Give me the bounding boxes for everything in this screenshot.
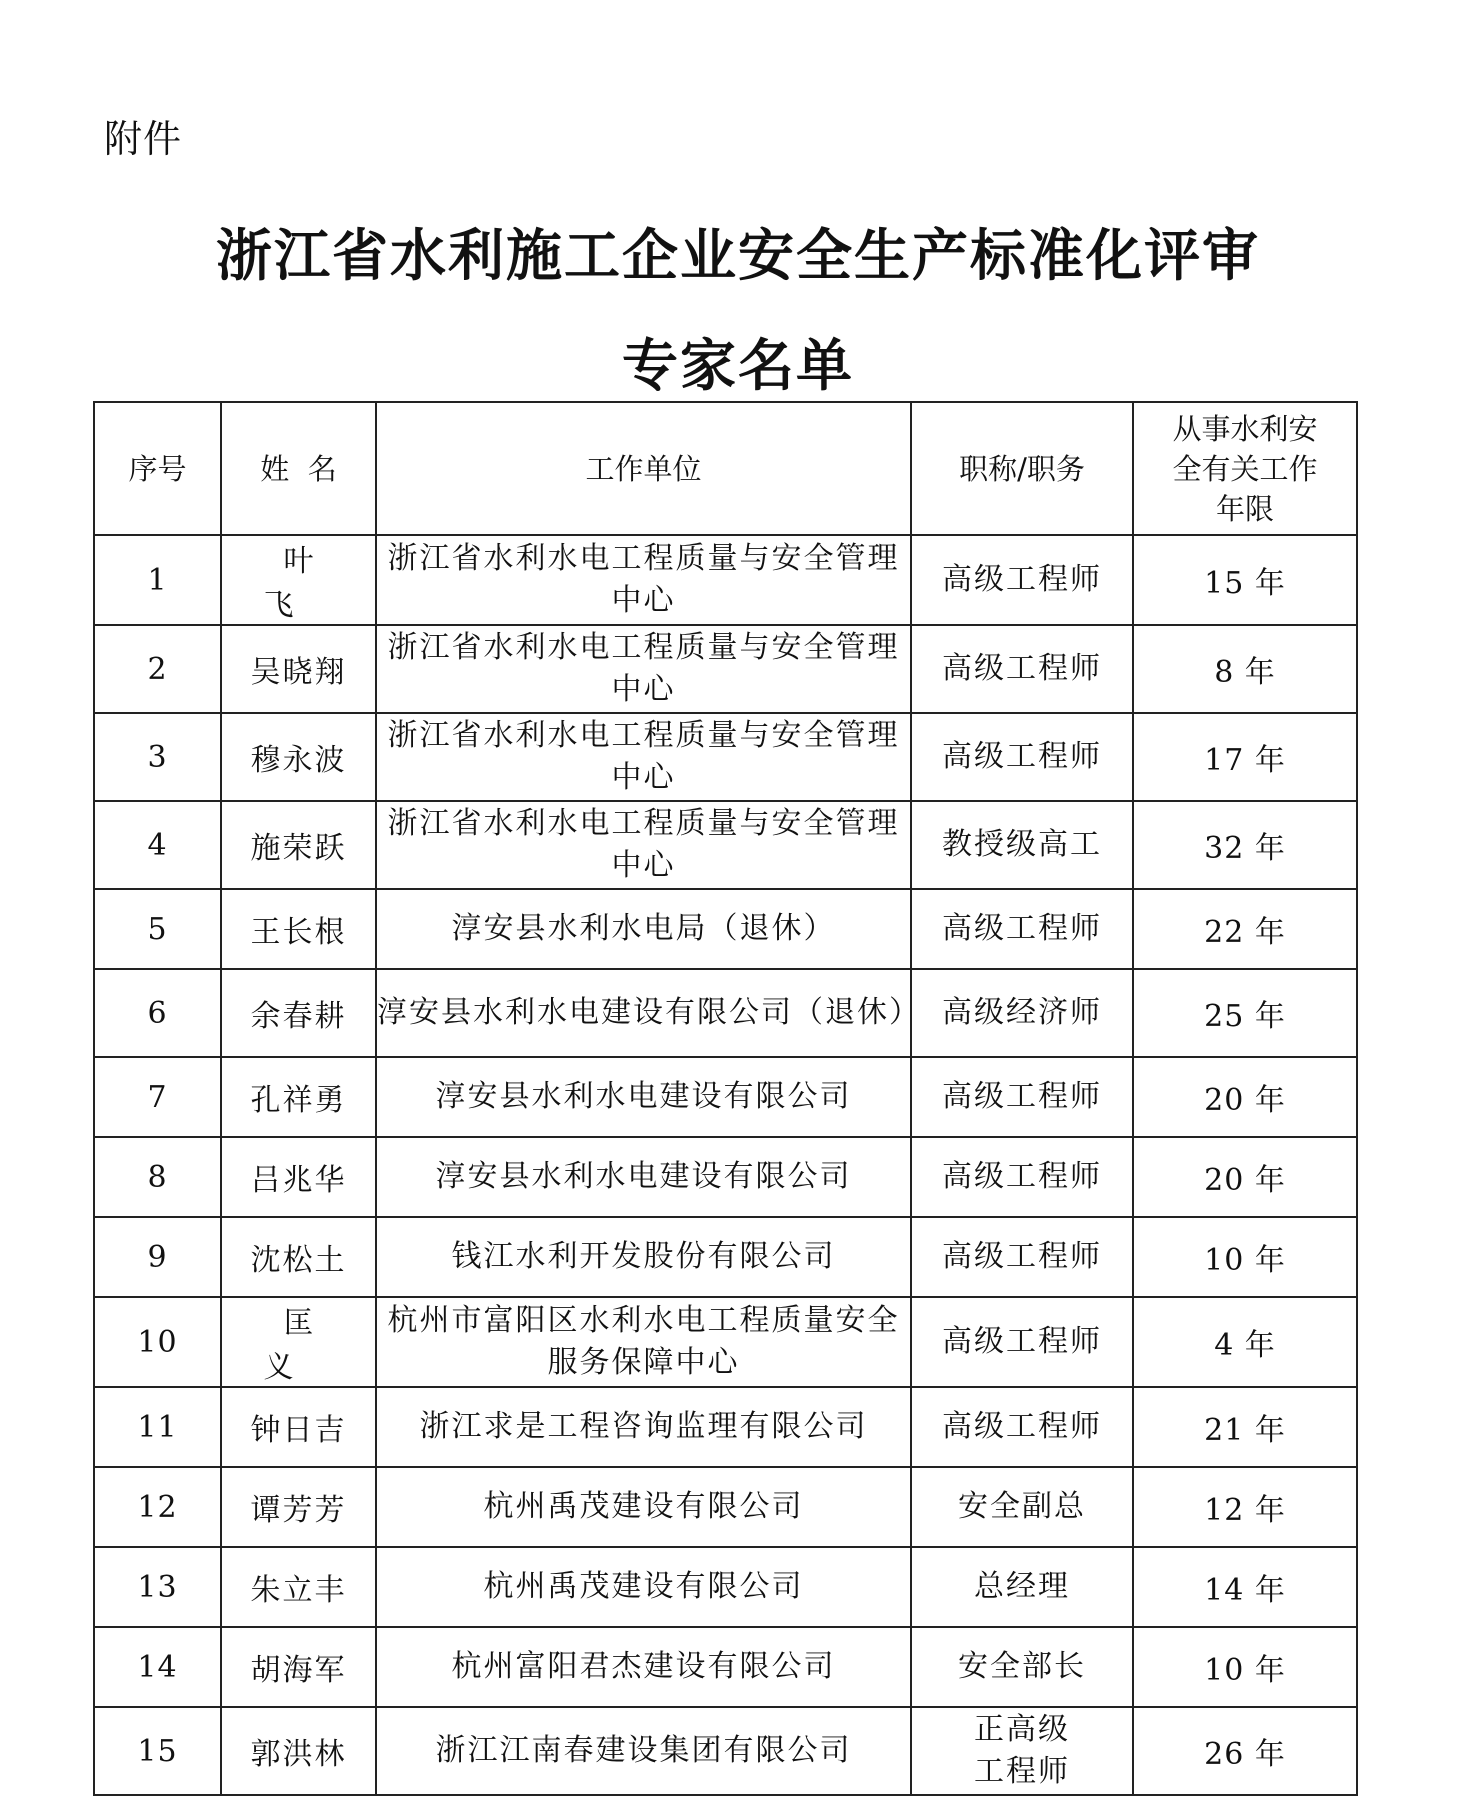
row-seq: 13	[94, 1547, 221, 1627]
row-seq: 15	[94, 1707, 221, 1795]
row-name: 朱立丰	[221, 1547, 376, 1627]
row-seq: 3	[94, 713, 221, 801]
row-years: 20 年	[1133, 1137, 1357, 1217]
header-years-line3: 年限	[1215, 491, 1274, 526]
row-name: 叶飞	[221, 535, 376, 625]
row-unit: 浙江省水利水电工程质量与安全管理中心	[376, 801, 911, 889]
row-unit: 杭州市富阳区水利水电工程质量安全服务保障中心	[376, 1297, 911, 1387]
row-name: 沈松土	[221, 1217, 376, 1297]
table-row	[94, 535, 1357, 625]
header-years-line1: 从事水利安	[1172, 411, 1318, 446]
row-title: 高级工程师	[911, 1137, 1133, 1217]
row-name: 匡义	[221, 1297, 376, 1387]
row-years: 22 年	[1133, 889, 1357, 969]
row-seq: 1	[94, 535, 221, 625]
row-name: 施荣跃	[221, 801, 376, 889]
row-name: 谭芳芳	[221, 1467, 376, 1547]
row-title: 安全副总	[911, 1467, 1133, 1547]
row-unit: 杭州禹茂建设有限公司	[376, 1467, 911, 1547]
row-seq: 4	[94, 801, 221, 889]
row-seq: 7	[94, 1057, 221, 1137]
document-title: 浙江省水利施工企业安全生产标准化评审	[216, 224, 1260, 289]
row-title: 高级工程师	[911, 1297, 1133, 1387]
header-years-line2: 全有关工作	[1172, 451, 1318, 486]
row-unit: 淳安县水利水电建设有限公司	[376, 1057, 911, 1137]
row-unit: 浙江求是工程咨询监理有限公司	[376, 1387, 911, 1467]
row-seq: 14	[94, 1627, 221, 1707]
row-years: 14 年	[1133, 1547, 1357, 1627]
row-years: 15 年	[1133, 535, 1357, 625]
row-years: 4 年	[1133, 1297, 1357, 1387]
row-years: 17 年	[1133, 713, 1357, 801]
row-title: 高级工程师	[911, 1217, 1133, 1297]
row-title: 高级工程师	[911, 625, 1133, 713]
row-unit: 浙江省水利水电工程质量与安全管理中心	[376, 535, 911, 625]
row-unit: 杭州禹茂建设有限公司	[376, 1547, 911, 1627]
row-name: 吴晓翔	[221, 625, 376, 713]
row-years: 25 年	[1133, 969, 1357, 1057]
table-row	[94, 1387, 1357, 1467]
row-years: 26 年	[1133, 1707, 1357, 1795]
row-years: 21 年	[1133, 1387, 1357, 1467]
table-row	[94, 1057, 1357, 1137]
row-name: 孔祥勇	[221, 1057, 376, 1137]
row-title: 高级工程师	[911, 713, 1133, 801]
table-row	[94, 1547, 1357, 1627]
row-title: 正高级 工程师	[911, 1707, 1133, 1795]
table-header-row	[94, 402, 1357, 535]
row-seq: 9	[94, 1217, 221, 1297]
table-row	[94, 1217, 1357, 1297]
row-years: 10 年	[1133, 1627, 1357, 1707]
row-unit: 浙江省水利水电工程质量与安全管理中心	[376, 713, 911, 801]
table-row	[94, 1137, 1357, 1217]
header-unit: 工作单位	[376, 402, 911, 535]
row-seq: 11	[94, 1387, 221, 1467]
row-title: 高级工程师	[911, 1057, 1133, 1137]
row-name: 余春耕	[221, 969, 376, 1057]
row-name: 钟日吉	[221, 1387, 376, 1467]
row-unit: 钱江水利开发股份有限公司	[376, 1217, 911, 1297]
table-row	[94, 969, 1357, 1057]
table-row	[94, 1707, 1357, 1795]
row-years: 32 年	[1133, 801, 1357, 889]
header-years	[1133, 402, 1357, 535]
row-title: 安全部长	[911, 1627, 1133, 1707]
row-seq: 6	[94, 969, 221, 1057]
table-row	[94, 1467, 1357, 1547]
document-subtitle: 专家名单	[622, 334, 854, 399]
row-years: 10 年	[1133, 1217, 1357, 1297]
row-title: 教授级高工	[911, 801, 1133, 889]
row-name: 郭洪林	[221, 1707, 376, 1795]
expert-table	[93, 401, 1358, 1796]
row-unit: 浙江省水利水电工程质量与安全管理中心	[376, 625, 911, 713]
row-seq: 5	[94, 889, 221, 969]
row-seq: 12	[94, 1467, 221, 1547]
row-unit: 杭州富阳君杰建设有限公司	[376, 1627, 911, 1707]
row-title: 高级经济师	[911, 969, 1133, 1057]
table-row	[94, 801, 1357, 889]
row-title: 高级工程师	[911, 535, 1133, 625]
row-years: 12 年	[1133, 1467, 1357, 1547]
table-row	[94, 713, 1357, 801]
row-title: 总经理	[911, 1547, 1133, 1627]
row-seq: 2	[94, 625, 221, 713]
row-unit: 淳安县水利水电建设有限公司	[376, 1137, 911, 1217]
row-title: 高级工程师	[911, 1387, 1133, 1467]
attachment-label: 附件	[104, 117, 183, 161]
row-unit: 浙江江南春建设集团有限公司	[376, 1707, 911, 1795]
row-name: 吕兆华	[221, 1137, 376, 1217]
row-unit: 淳安县水利水电局（退休）	[376, 889, 911, 969]
row-name: 胡海军	[221, 1627, 376, 1707]
row-name: 穆永波	[221, 713, 376, 801]
table-row	[94, 1627, 1357, 1707]
row-years: 8 年	[1133, 625, 1357, 713]
table-row	[94, 889, 1357, 969]
header-name: 姓 名	[221, 402, 376, 535]
header-seq: 序号	[94, 402, 221, 535]
table-row	[94, 625, 1357, 713]
row-seq: 8	[94, 1137, 221, 1217]
row-name: 王长根	[221, 889, 376, 969]
row-years: 20 年	[1133, 1057, 1357, 1137]
row-title: 高级工程师	[911, 889, 1133, 969]
row-unit: 淳安县水利水电建设有限公司（退休）	[376, 969, 911, 1057]
row-seq: 10	[94, 1297, 221, 1387]
header-title: 职称/职务	[911, 402, 1133, 535]
table-row	[94, 1297, 1357, 1387]
